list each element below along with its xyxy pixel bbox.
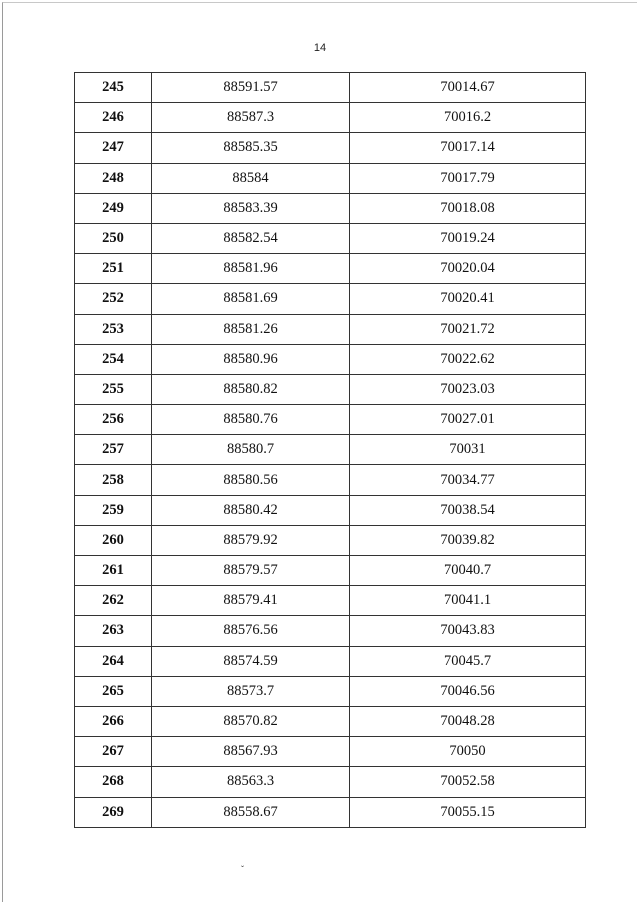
footer-mark: ˇ bbox=[241, 864, 244, 874]
table-row bbox=[75, 254, 586, 284]
x-coordinate-cell: 88579.41 bbox=[152, 586, 350, 616]
coordinate-table-body bbox=[75, 73, 586, 828]
y-coordinate-cell: 70019.24 bbox=[350, 223, 586, 253]
table-row bbox=[75, 314, 586, 344]
table-row bbox=[75, 525, 586, 555]
y-coordinate-cell: 70055.15 bbox=[350, 797, 586, 827]
x-coordinate-cell: 88581.26 bbox=[152, 314, 350, 344]
y-coordinate-cell: 70045.7 bbox=[350, 646, 586, 676]
point-id-cell: 253 bbox=[75, 314, 152, 344]
point-id-cell: 267 bbox=[75, 737, 152, 767]
y-coordinate-cell: 70018.08 bbox=[350, 193, 586, 223]
table-row bbox=[75, 797, 586, 827]
x-coordinate-cell: 88583.39 bbox=[152, 193, 350, 223]
point-id-cell: 248 bbox=[75, 163, 152, 193]
table-row bbox=[75, 193, 586, 223]
y-coordinate-cell: 70023.03 bbox=[350, 374, 586, 404]
point-id-cell: 245 bbox=[75, 73, 152, 103]
point-id-cell: 257 bbox=[75, 435, 152, 465]
x-coordinate-cell: 88570.82 bbox=[152, 706, 350, 736]
point-id-cell: 258 bbox=[75, 465, 152, 495]
table-row bbox=[75, 284, 586, 314]
point-id-cell: 264 bbox=[75, 646, 152, 676]
x-coordinate-cell: 88580.42 bbox=[152, 495, 350, 525]
point-id-cell: 246 bbox=[75, 103, 152, 133]
table-row bbox=[75, 586, 586, 616]
point-id-cell: 262 bbox=[75, 586, 152, 616]
y-coordinate-cell: 70048.28 bbox=[350, 706, 586, 736]
y-coordinate-cell: 70052.58 bbox=[350, 767, 586, 797]
y-coordinate-cell: 70041.1 bbox=[350, 586, 586, 616]
point-id-cell: 256 bbox=[75, 405, 152, 435]
x-coordinate-cell: 88582.54 bbox=[152, 223, 350, 253]
x-coordinate-cell: 88580.56 bbox=[152, 465, 350, 495]
coordinate-table bbox=[74, 72, 586, 828]
x-coordinate-cell: 88579.92 bbox=[152, 525, 350, 555]
y-coordinate-cell: 70039.82 bbox=[350, 525, 586, 555]
point-id-cell: 255 bbox=[75, 374, 152, 404]
x-coordinate-cell: 88580.96 bbox=[152, 344, 350, 374]
point-id-cell: 260 bbox=[75, 525, 152, 555]
table-row bbox=[75, 646, 586, 676]
x-coordinate-cell: 88587.3 bbox=[152, 103, 350, 133]
y-coordinate-cell: 70027.01 bbox=[350, 405, 586, 435]
point-id-cell: 252 bbox=[75, 284, 152, 314]
point-id-cell: 268 bbox=[75, 767, 152, 797]
y-coordinate-cell: 70020.04 bbox=[350, 254, 586, 284]
point-id-cell: 266 bbox=[75, 706, 152, 736]
x-coordinate-cell: 88581.96 bbox=[152, 254, 350, 284]
point-id-cell: 269 bbox=[75, 797, 152, 827]
point-id-cell: 261 bbox=[75, 556, 152, 586]
y-coordinate-cell: 70043.83 bbox=[350, 616, 586, 646]
table-row bbox=[75, 556, 586, 586]
point-id-cell: 247 bbox=[75, 133, 152, 163]
y-coordinate-cell: 70020.41 bbox=[350, 284, 586, 314]
table-row bbox=[75, 344, 586, 374]
x-coordinate-cell: 88591.57 bbox=[152, 73, 350, 103]
table-row bbox=[75, 374, 586, 404]
x-coordinate-cell: 88579.57 bbox=[152, 556, 350, 586]
point-id-cell: 265 bbox=[75, 676, 152, 706]
x-coordinate-cell: 88580.7 bbox=[152, 435, 350, 465]
point-id-cell: 259 bbox=[75, 495, 152, 525]
y-coordinate-cell: 70021.72 bbox=[350, 314, 586, 344]
table-row bbox=[75, 223, 586, 253]
table-row bbox=[75, 465, 586, 495]
point-id-cell: 263 bbox=[75, 616, 152, 646]
y-coordinate-cell: 70046.56 bbox=[350, 676, 586, 706]
table-row bbox=[75, 767, 586, 797]
x-coordinate-cell: 88581.69 bbox=[152, 284, 350, 314]
y-coordinate-cell: 70038.54 bbox=[350, 495, 586, 525]
table-row bbox=[75, 133, 586, 163]
point-id-cell: 251 bbox=[75, 254, 152, 284]
y-coordinate-cell: 70017.79 bbox=[350, 163, 586, 193]
point-id-cell: 250 bbox=[75, 223, 152, 253]
point-id-cell: 249 bbox=[75, 193, 152, 223]
x-coordinate-cell: 88580.82 bbox=[152, 374, 350, 404]
x-coordinate-cell: 88573.7 bbox=[152, 676, 350, 706]
table-row bbox=[75, 405, 586, 435]
x-coordinate-cell: 88558.67 bbox=[152, 797, 350, 827]
table-row bbox=[75, 163, 586, 193]
point-id-cell: 254 bbox=[75, 344, 152, 374]
y-coordinate-cell: 70034.77 bbox=[350, 465, 586, 495]
table-row bbox=[75, 73, 586, 103]
table-row bbox=[75, 616, 586, 646]
x-coordinate-cell: 88585.35 bbox=[152, 133, 350, 163]
y-coordinate-cell: 70016.2 bbox=[350, 103, 586, 133]
table-row bbox=[75, 495, 586, 525]
x-coordinate-cell: 88584 bbox=[152, 163, 350, 193]
x-coordinate-cell: 88580.76 bbox=[152, 405, 350, 435]
x-coordinate-cell: 88576.56 bbox=[152, 616, 350, 646]
x-coordinate-cell: 88563.3 bbox=[152, 767, 350, 797]
y-coordinate-cell: 70022.62 bbox=[350, 344, 586, 374]
y-coordinate-cell: 70014.67 bbox=[350, 73, 586, 103]
y-coordinate-cell: 70017.14 bbox=[350, 133, 586, 163]
x-coordinate-cell: 88574.59 bbox=[152, 646, 350, 676]
table-row bbox=[75, 737, 586, 767]
table-row bbox=[75, 706, 586, 736]
table-row bbox=[75, 676, 586, 706]
y-coordinate-cell: 70031 bbox=[350, 435, 586, 465]
y-coordinate-cell: 70050 bbox=[350, 737, 586, 767]
table-row bbox=[75, 435, 586, 465]
x-coordinate-cell: 88567.93 bbox=[152, 737, 350, 767]
page-number: 14 bbox=[313, 42, 327, 54]
y-coordinate-cell: 70040.7 bbox=[350, 556, 586, 586]
table-row bbox=[75, 103, 586, 133]
